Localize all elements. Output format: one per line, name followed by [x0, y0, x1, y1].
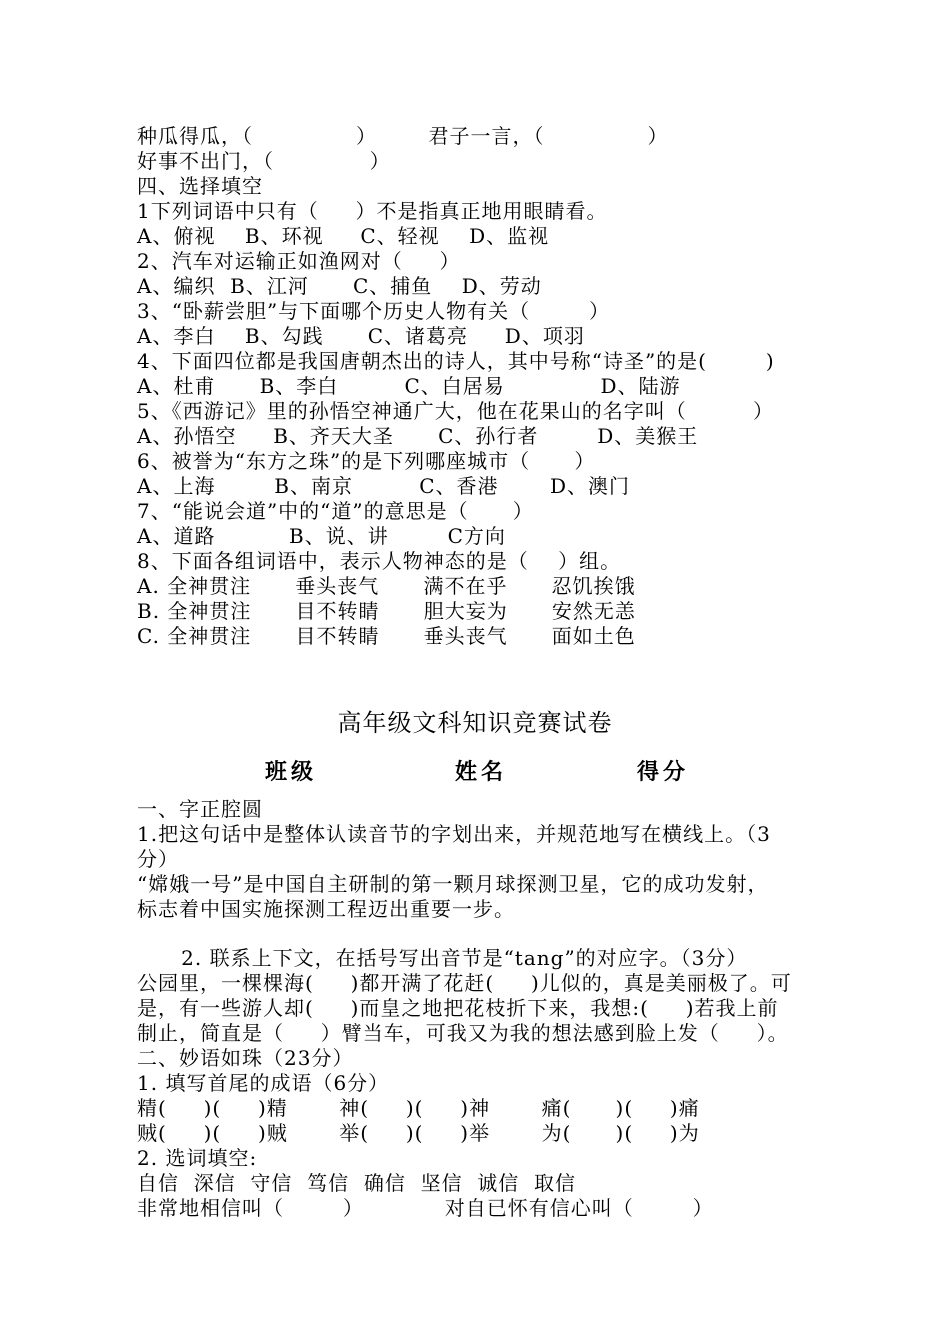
options-line: A、俯视 B、环视 C、轻视 D、监视 — [137, 224, 550, 248]
idiom-line: 精( )( )精 神( )( )神 痛( )( )痛 — [137, 1096, 700, 1120]
text-line: 种瓜得瓜，（ ） 君子一言，（ ） — [137, 124, 669, 148]
class-field-label: 班级 — [265, 759, 318, 785]
options-line: C. 全神贯注 目不转睛 垂头丧气 面如土色 — [137, 624, 636, 648]
question-line: 2. 选词填空: — [137, 1146, 258, 1170]
options-line: A、道路 B、说、讲 C方向 — [137, 524, 506, 548]
section-heading: 四、选择填空 — [137, 174, 263, 198]
question-line: 1. 填写首尾的成语（6分） — [137, 1071, 390, 1095]
question-line: 7、“能说会道”中的“道”的意思是（ ） — [137, 499, 534, 523]
section-heading: 二、妙语如珠（23分） — [137, 1046, 354, 1070]
exam-title: 高年级文科知识竞赛试卷 — [337, 709, 613, 737]
question-line: 非常地相信叫（ ） 对自已怀有信心叫（ ） — [137, 1196, 714, 1220]
question-line: 1.把这句话中是整体认读音节的字划出来，并规范地写在横线上。（3 — [137, 822, 771, 846]
section-heading: 一、字正腔圆 — [137, 797, 263, 821]
options-line: A、孙悟空 B、齐天大圣 C、孙行者 D、美猴王 — [137, 424, 699, 448]
question-line: 分） — [137, 847, 179, 871]
options-line: A. 全神贯注 垂头丧气 满不在乎 忍饥挨饿 — [137, 574, 636, 598]
text-line: 好事不出门，（ ） — [137, 149, 391, 173]
options-line: B. 全神贯注 目不转睛 胆大妄为 安然无恙 — [137, 599, 636, 623]
passage-line: 是，有一些游人却( )而皇之地把花枝折下来，我想:( )若我上前 — [137, 996, 779, 1020]
passage-line: 标志着中国实施探测工程迈出重要一步。 — [137, 897, 515, 921]
question-line: 1下列词语中只有（ ）不是指真正地用眼睛看。 — [137, 199, 608, 223]
options-line: A、编织 B、江河 C、捕鱼 D、劳动 — [137, 274, 542, 298]
word-bank: 自信 深信 守信 笃信 确信 坚信 诚信 取信 — [137, 1171, 577, 1195]
question-line: 2. 联系上下文，在括号写出音节是“tang”的对应字。（3分） — [137, 946, 748, 970]
question-line: 5、《西游记》里的孙悟空神通广大，他在花果山的名字叫（ ） — [137, 399, 774, 423]
passage-line: 制止，简直是（ ）臂当车，可我又为我的想法感到脸上发（ ）。 — [137, 1021, 789, 1045]
question-line: 6、被誉为“东方之珠”的是下列哪座城市（ ） — [137, 449, 596, 473]
score-field-label: 得分 — [637, 759, 690, 785]
options-line: A、杜甫 B、李白 C、白居易 D、陆游 — [137, 374, 681, 398]
options-line: A、上海 B、南京 C、香港 D、澳门 — [137, 474, 631, 498]
passage-line: 公园里，一棵棵海( )都开满了花赶( )儿似的，真是美丽极了。可 — [137, 971, 792, 995]
name-field-label: 姓名 — [455, 759, 508, 785]
question-line: 3、“卧薪尝胆”与下面哪个历史人物有关（ ） — [137, 299, 611, 323]
question-line: 2、汽车对运输正如渔网对（ ） — [137, 249, 461, 273]
question-line: 8、下面各组词语中，表示人物神态的是（ ）组。 — [137, 549, 622, 573]
options-line: A、李白 B、勾践 C、诸葛亮 D、项羽 — [137, 324, 585, 348]
idiom-line: 贼( )( )贼 举( )( )举 为( )( )为 — [137, 1121, 700, 1145]
passage-line: “嫦娥一号”是中国自主研制的第一颗月球探测卫星，它的成功发射， — [137, 872, 769, 896]
question-line: 4、下面四位都是我国唐朝杰出的诗人，其中号称“诗圣”的是( ) — [137, 349, 775, 373]
